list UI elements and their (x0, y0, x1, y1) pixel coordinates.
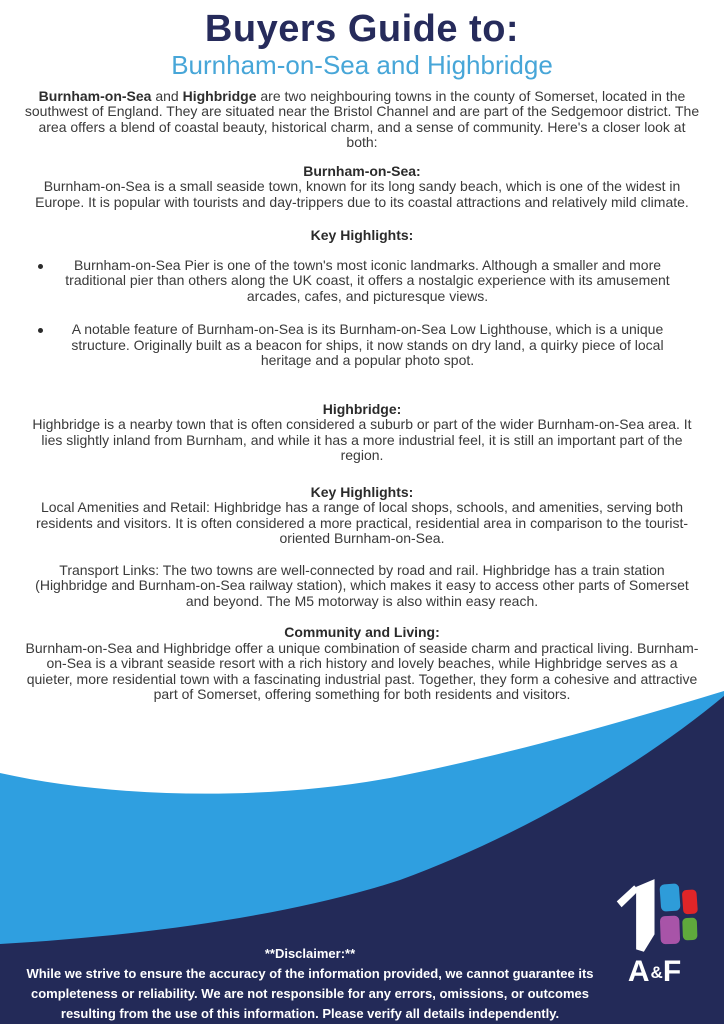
intro-text-and: and (151, 87, 183, 104)
highbridge-amenities-paragraph: Local Amenities and Retail: Highbridge has a range of local shops, schools, and amenities, serving both residents and visitors. It is often considered a more practical, residential area in comparison to the tourist-oriented Burnham-on-Sea. (35, 499, 689, 547)
disclaimer-text: While we strive to ensure the accuracy of the information provided, we cannot guarantee its completeness or reliability. We are not responsible for any errors, omissions, or outcomes resulting from the use of this information. Please verify all details independently. (26, 966, 594, 1021)
heading-burnham-on-sea: Burnham-on-Sea: (303, 162, 421, 179)
page-title: Buyers Guide to: (204, 8, 520, 50)
page-header (0, 0, 724, 79)
heading-highbridge: Highbridge: (322, 400, 402, 417)
bullet-dot-icon (38, 264, 43, 269)
intro-paragraph (24, 89, 700, 151)
highbridge-transport-paragraph: Transport Links: The two towns are well-connected by road and rail. Highbridge has a train station (Highbridge and Burnham-on-Sea railway station), which makes it easy to access other parts of Somerset and beyond. The M5 motorway is also within easy reach. (35, 561, 689, 609)
logo-letter-f: F (662, 955, 683, 988)
logo-wordmark (628, 956, 682, 989)
guide-content (24, 89, 700, 703)
bullet-text-lighthouse: A notable feature of Burnham-on-Sea is its Burnham-on-Sea Low Lighthouse, which is a unique structure. Originally built as a beacon for ships, it now stands on dry land, a quirky piece of local heritage and a popular photo spot. (71, 321, 664, 369)
community-description: Burnham-on-Sea and Highbridge offer a unique combination of seaside charm and practical living. Burnham-on-Sea is a vibrant seaside resort with a rich history and lovely beaches, while Highbridge serves as a quieter, more residential town with a fascinating industrial past. Together, they form a cohesive and attractive part of Somerset, offering something for both residents and visitors. (25, 639, 699, 703)
intro-text-rest: are two neighbouring towns in the county of Somerset, located in the southwest of England. They are situated near the Bristol Channel and are part of the Sedgemoor district. The area offers a blend of coastal beauty, historical charm, and a sense of community. Here's a closer look at both: (24, 87, 700, 151)
disclaimer-heading: **Disclaimer:** (264, 946, 356, 961)
bullet-dot-icon (38, 328, 43, 333)
heading-key-highlights-highbridge: Key Highlights: (310, 483, 414, 500)
disclaimer-block (8, 944, 612, 1024)
house-logo-icon (609, 874, 701, 954)
page-subtitle: Burnham-on-Sea and Highbridge (171, 49, 553, 80)
burnham-description: Burnham-on-Sea is a small seaside town, known for its long sandy beach, which is one of the widest in Europe. It is popular with tourists and day-trippers due to its coastal attractions and relatively mild climate. (35, 178, 689, 210)
highbridge-description: Highbridge is a nearby town that is often considered a suburb or part of the wider Burnham-on-Sea area. It lies slightly inland from Burnham, and while it has a more industrial feel, it is still an important part of the region. (32, 416, 692, 464)
bullet-text-pier: Burnham-on-Sea Pier is one of the town's most iconic landmarks. Although a smaller and more traditional pier than others along the UK coast, it offers a nostalgic experience with its amusement arcades, cafes, and picturesque views. (65, 256, 670, 304)
list-item (24, 258, 700, 305)
heading-key-highlights-burnham: Key Highlights: (310, 227, 414, 244)
heading-community-and-living: Community and Living: (284, 624, 440, 641)
company-logo (598, 874, 712, 989)
intro-bold-highbridge: Highbridge (182, 87, 257, 104)
list-item (24, 322, 700, 369)
logo-ampersand: & (650, 963, 663, 982)
intro-bold-burnham: Burnham-on-Sea (38, 87, 152, 104)
burnham-highlights-list (24, 258, 700, 369)
logo-letter-a: A (627, 955, 651, 988)
